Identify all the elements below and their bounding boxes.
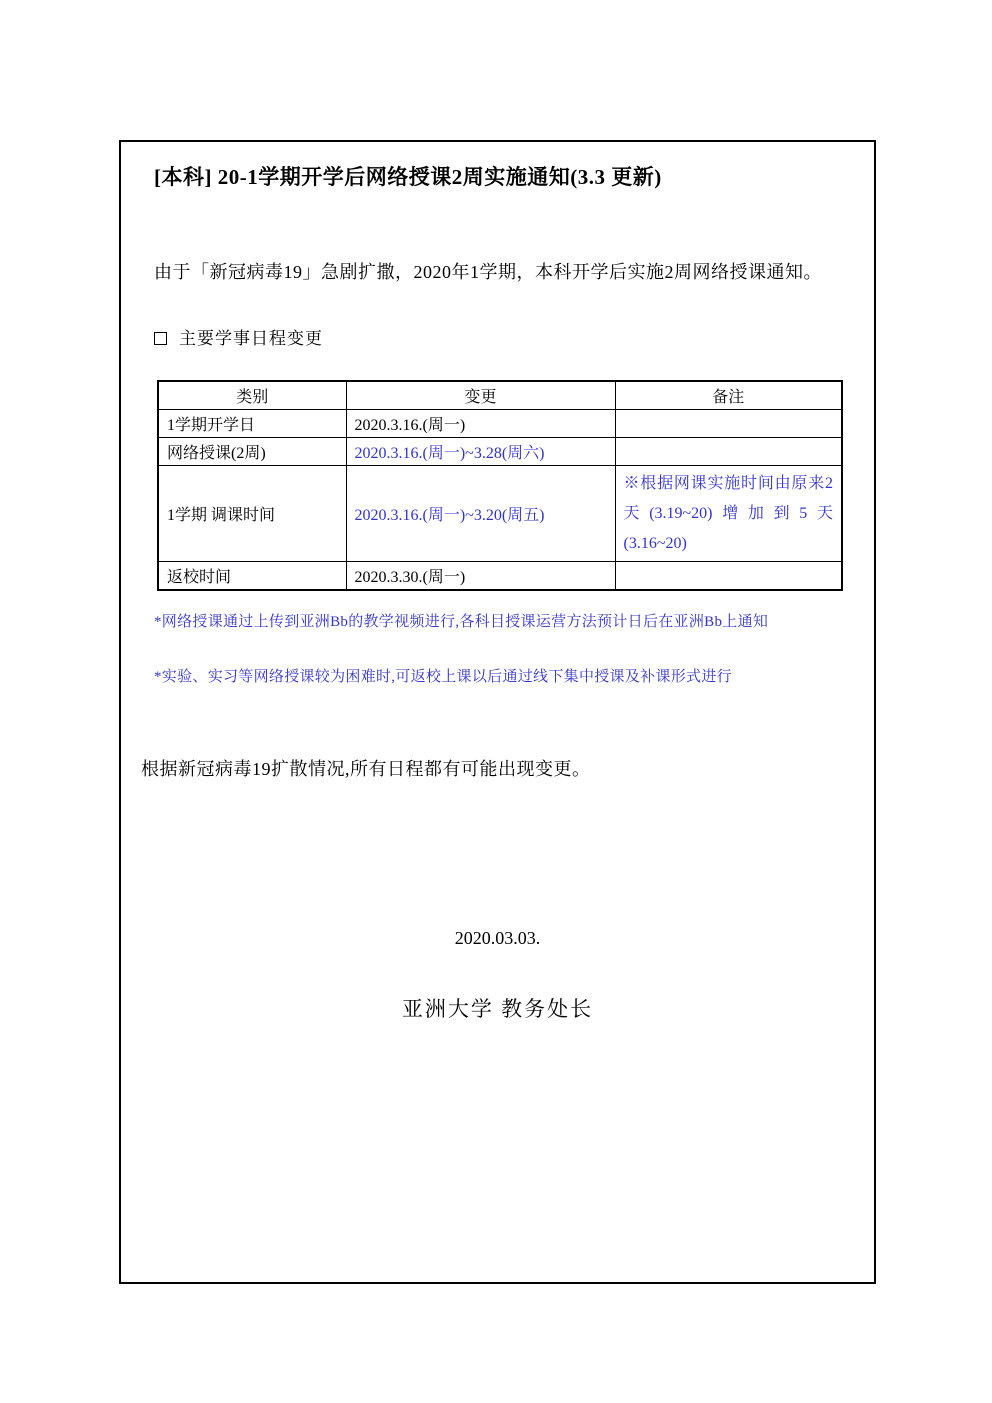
column-header-change: 变更 [346, 381, 615, 410]
table-row [158, 466, 842, 562]
cell-category: 网络授课(2周) [158, 438, 346, 466]
schedule-table [157, 380, 843, 591]
document-date: 2020.03.03. [454, 928, 541, 948]
cell-remark: ※根据网课实施时间由原来2天(3.19~20)增加到5天(3.16~20) [615, 466, 842, 562]
cell-category: 1学期开学日 [158, 410, 346, 438]
table-row [158, 562, 842, 591]
cell-category: 返校时间 [158, 562, 346, 591]
footnote-online-teaching: *网络授课通过上传到亚洲Bb的教学视频进行,各科目授课运营方法预计日后在亚洲Bb上通知 [154, 614, 769, 630]
signature-line: 亚洲大学 教务处长 [401, 997, 594, 1021]
cell-change: 2020.3.16.(周一)~3.28(周六) [346, 438, 615, 466]
cell-change: 2020.3.16.(周一) [346, 410, 615, 438]
cell-remark [615, 410, 842, 438]
cell-remark [615, 562, 842, 591]
footnote-lab-courses: *实验、实习等网络授课较为困难时,可返校上课以后通过线下集中授课及补课形式进行 [154, 669, 732, 685]
cell-remark [615, 438, 842, 466]
document-page [119, 140, 876, 1284]
disclaimer-paragraph: 根据新冠病毒19扩散情况,所有日程都有可能出现变更。 [141, 759, 591, 779]
cell-category: 1学期 调课时间 [158, 466, 346, 562]
table-header-row [158, 381, 842, 410]
intro-paragraph: 由于「新冠病毒19」急剧扩撒，2020年1学期，本科开学后实施2周网络授课通知。 [154, 262, 822, 282]
column-header-category: 类别 [158, 381, 346, 410]
checkbox-icon [154, 332, 167, 345]
cell-change: 2020.3.30.(周一) [346, 562, 615, 591]
section-heading [154, 326, 854, 352]
column-header-remark: 备注 [615, 381, 842, 410]
cell-change: 2020.3.16.(周一)~3.20(周五) [346, 466, 615, 562]
table-row [158, 438, 842, 466]
section-heading-label: 主要学事日程变更 [179, 329, 323, 348]
page-title: [本科] 20-1学期开学后网络授课2周实施通知(3.3 更新) [154, 165, 662, 189]
table-row [158, 410, 842, 438]
